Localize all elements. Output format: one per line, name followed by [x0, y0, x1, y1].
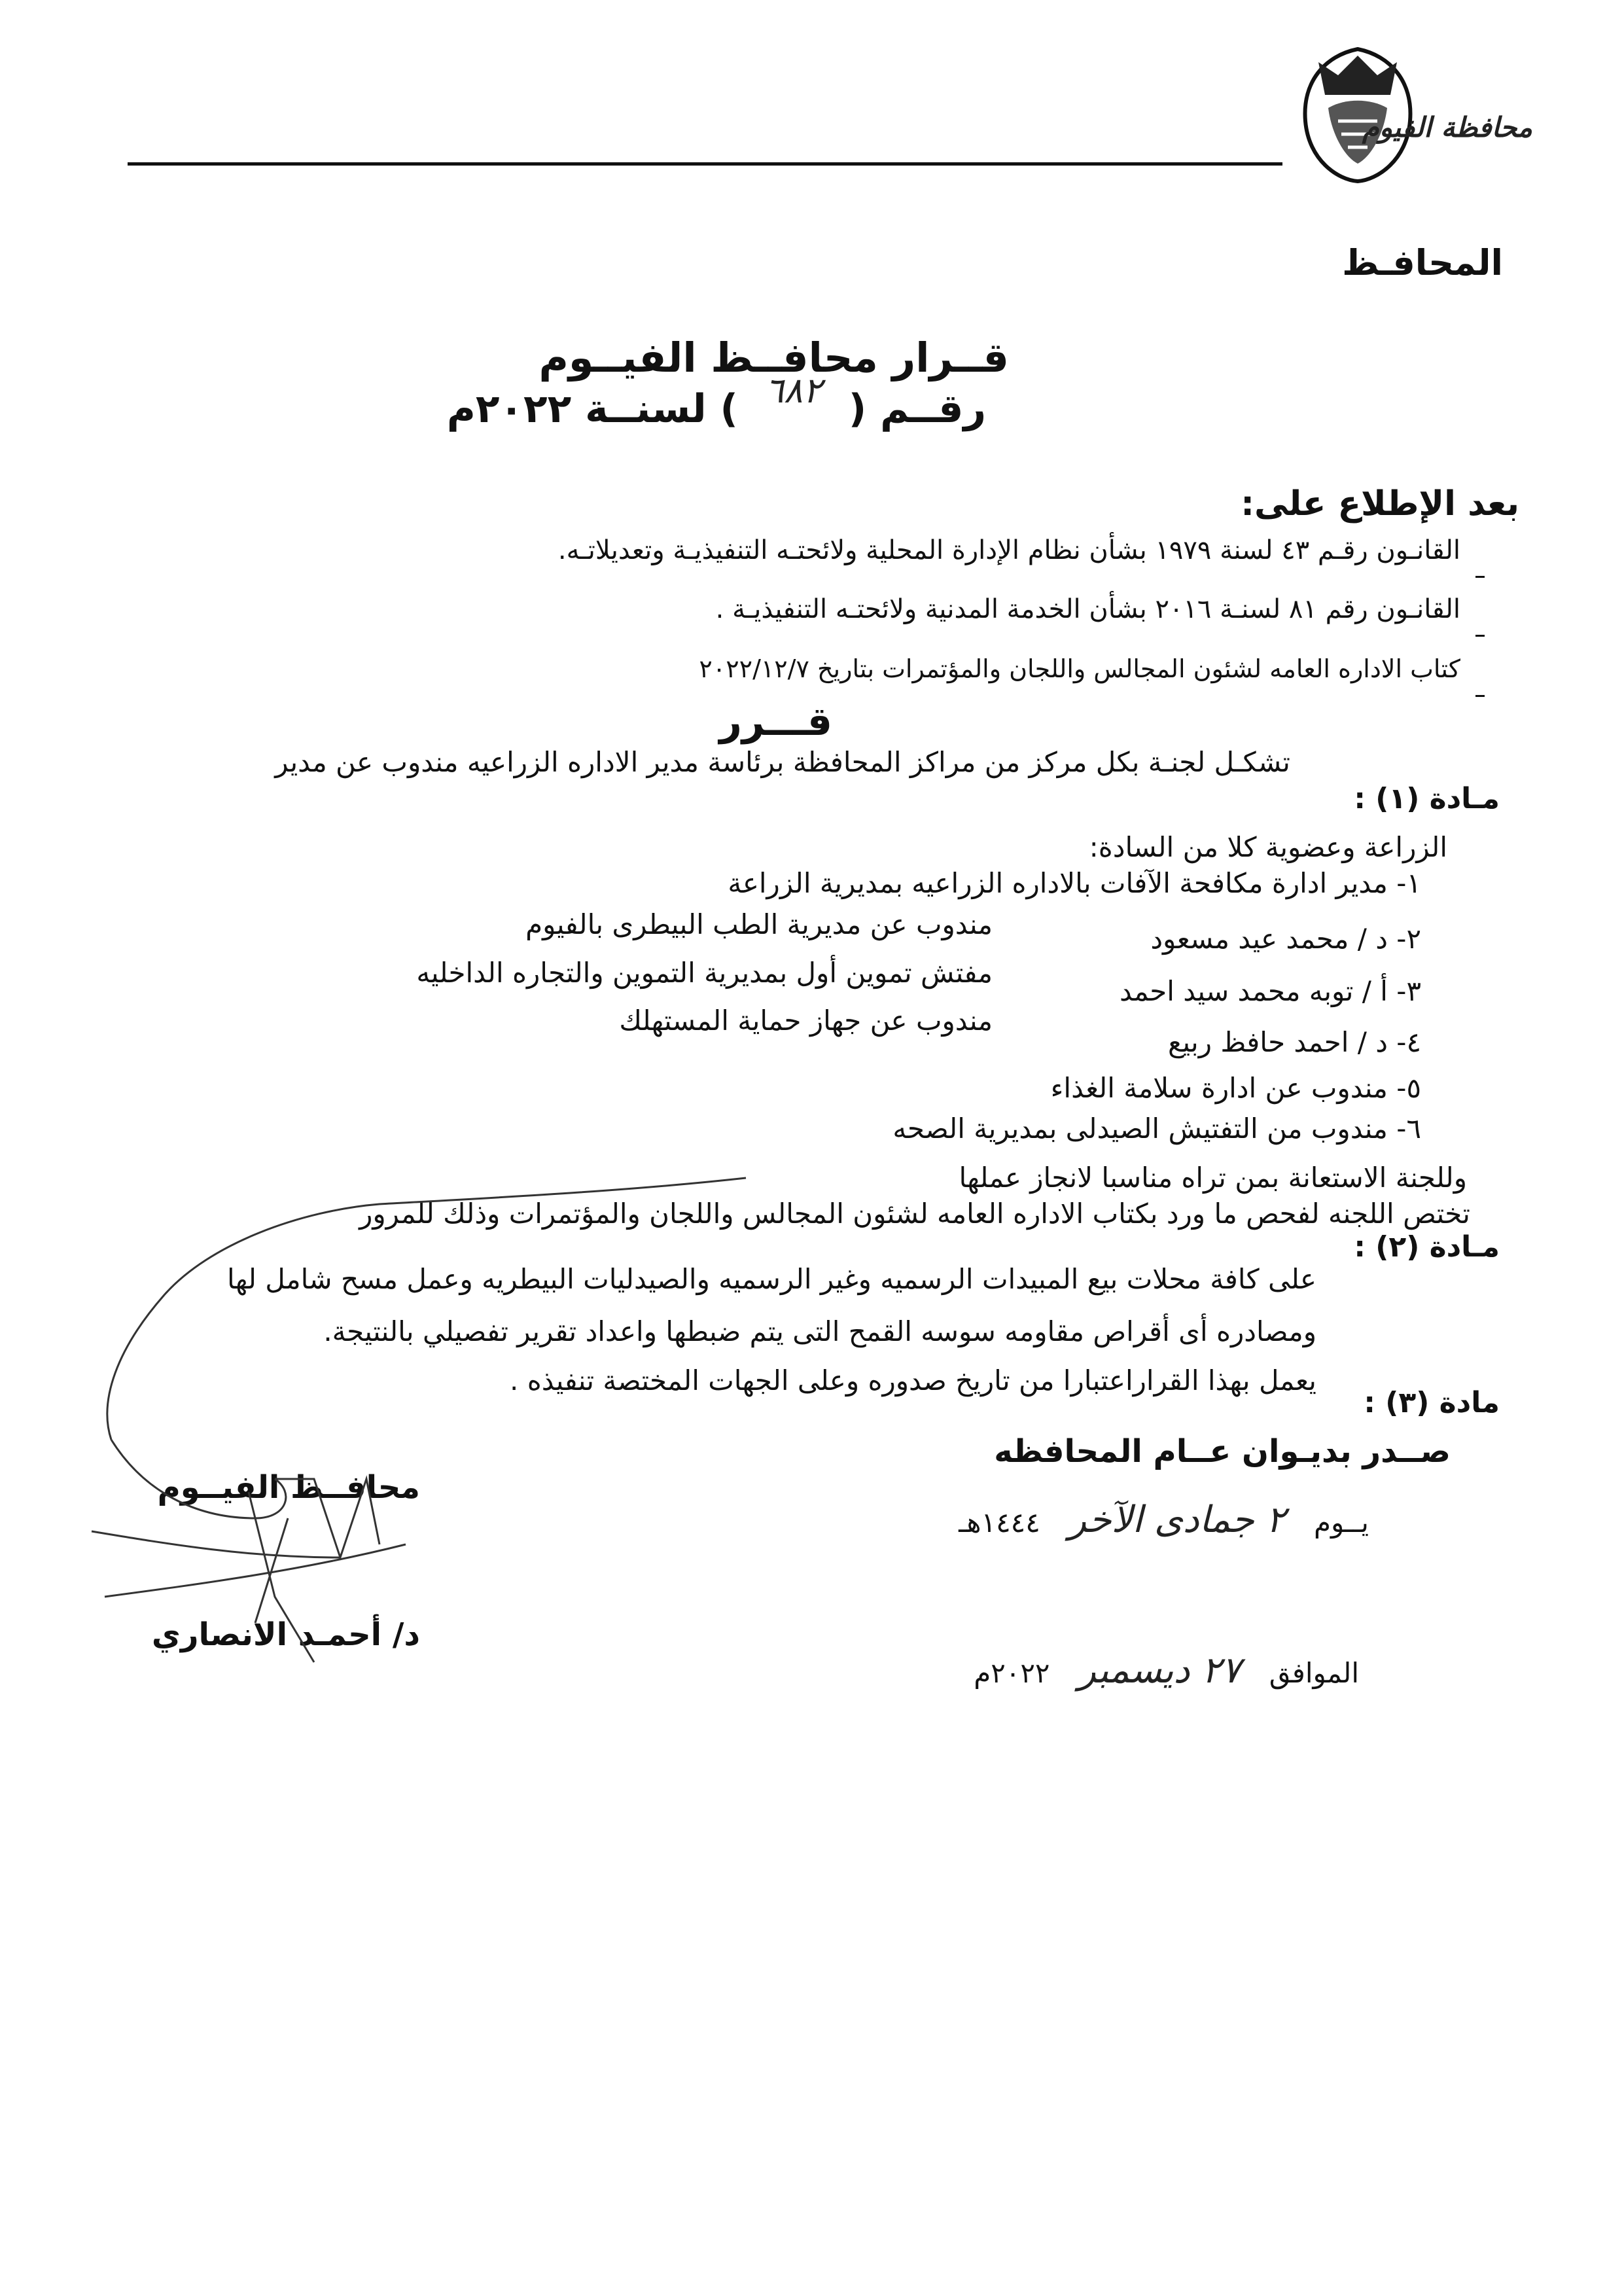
article-text: تشكـل لجنـة بكل مركز من مراكز المحافظة برئاسة مدير الاداره الزراعيه مندوب عن مدير [275, 746, 1290, 778]
preamble-item: كتاب الاداره العامه لشئون المجالس واللجان والمؤتمرات بتاريخ ٢٠٢٢/١٢/٧ [699, 654, 1460, 683]
greg-suffix: ٢٠٢٢م [974, 1657, 1050, 1689]
signer-title: محافــظ الفيــوم [157, 1469, 420, 1506]
member-role: مندوب عن مديرية الطب البيطرى بالفيوم [525, 908, 993, 940]
article-text: على كافة محلات بيع المبيدات الرسميه وغير الرسميه والصيدليات البيطريه وعمل مسح شامل لها [227, 1263, 1316, 1295]
number-suffix: ) لسنــة ٢٠٢٢م [446, 386, 738, 432]
member-role: مفتش تموين أول بمديرية التموين والتجاره الداخليه [416, 957, 993, 989]
bullet-dash [1475, 576, 1485, 578]
signature-scrawl [39, 1126, 759, 1715]
article-text: تختص اللجنه لفحص ما ورد بكتاب الاداره العامه لشئون المجالس واللجان والمؤتمرات وذلك للمرور [359, 1198, 1470, 1230]
article-label: مـادة (٢) : [1354, 1230, 1500, 1264]
member-name: ٢- د / محمد عيد مسعود [1150, 923, 1421, 955]
member-name: ٣- أ / توبه محمد سيد احمد [1119, 975, 1421, 1007]
handwritten-number: ٦٨٢ [764, 370, 822, 411]
article-label: مـادة (١) : [1354, 782, 1500, 815]
member-name: ٦- مندوب من التفتيش الصيدلى بمديرية الصحه [892, 1112, 1421, 1145]
signer-name: د/ أحمـد الانصاري [151, 1616, 420, 1653]
hijri-date [959, 1499, 1369, 1541]
article-closing: وللجنة الاستعانة بمن تراه مناسبا لانجاز عملها [959, 1162, 1467, 1194]
number-prefix: رقــم ( [848, 386, 986, 432]
article-label: مادة (٣) : [1364, 1386, 1500, 1419]
article-text: ومصادره أى أقراص مقاومه سوسه القمح التى يتم ضبطها واعداد تقرير تفصيلي بالنتيجة. [323, 1315, 1316, 1347]
bullet-dash [1475, 695, 1485, 697]
preamble-item: القانـون رقـم ٤٣ لسنة ١٩٧٩ بشأن نظام الإدارة المحلية ولائحتـه التنفيذيـة وتعديلاتـه. [557, 535, 1460, 565]
hijri-suffix: ١٤٤٤هـ [959, 1506, 1040, 1539]
bullet-dash [1475, 635, 1485, 637]
hijri-handwritten: ٢ جمادى الآخر [1068, 1499, 1286, 1541]
logo-caption: محافظة الفيوم [1362, 111, 1532, 143]
hijri-prefix: يــوم [1314, 1506, 1369, 1539]
decision-heading: قـــرر [719, 699, 832, 745]
preamble-heading: بعد الإطلاع على: [1241, 484, 1519, 524]
header-rule [128, 162, 1282, 166]
member-role: مندوب عن جهاز حماية المستهلك [619, 1005, 993, 1037]
greg-prefix: الموافق [1269, 1657, 1359, 1689]
preamble-item: القانـون رقم ٨١ لسنـة ٢٠١٦ بشأن الخدمة المدنية ولائحتـه التنفيذيـة . [715, 594, 1460, 624]
article-text: الزراعة وعضوية كلا من السادة: [1089, 831, 1447, 863]
member-name: ٤- د / احمد حافظ ربيع [1168, 1026, 1421, 1058]
article-text: يعمل بهذا القراراعتبارا من تاريخ صدوره وعلى الجهات المختصة تنفيذه . [510, 1364, 1316, 1397]
greg-handwritten: ٢٧ ديسمبر [1078, 1649, 1241, 1692]
gregorian-date [974, 1649, 1359, 1692]
decree-title: قــرار محافــظ الفيــوم [538, 334, 1009, 382]
office-title: المحافـظ [1342, 242, 1503, 283]
issued-line: صــدر بديـوان عــام المحافظه [994, 1433, 1451, 1470]
member-name: ٥- مندوب عن ادارة سلامة الغذاء [1050, 1072, 1421, 1104]
member-name: ١- مدير ادارة مكافحة الآفات بالاداره الزراعيه بمديرية الزراعة [728, 867, 1421, 899]
decree-number [446, 370, 986, 432]
